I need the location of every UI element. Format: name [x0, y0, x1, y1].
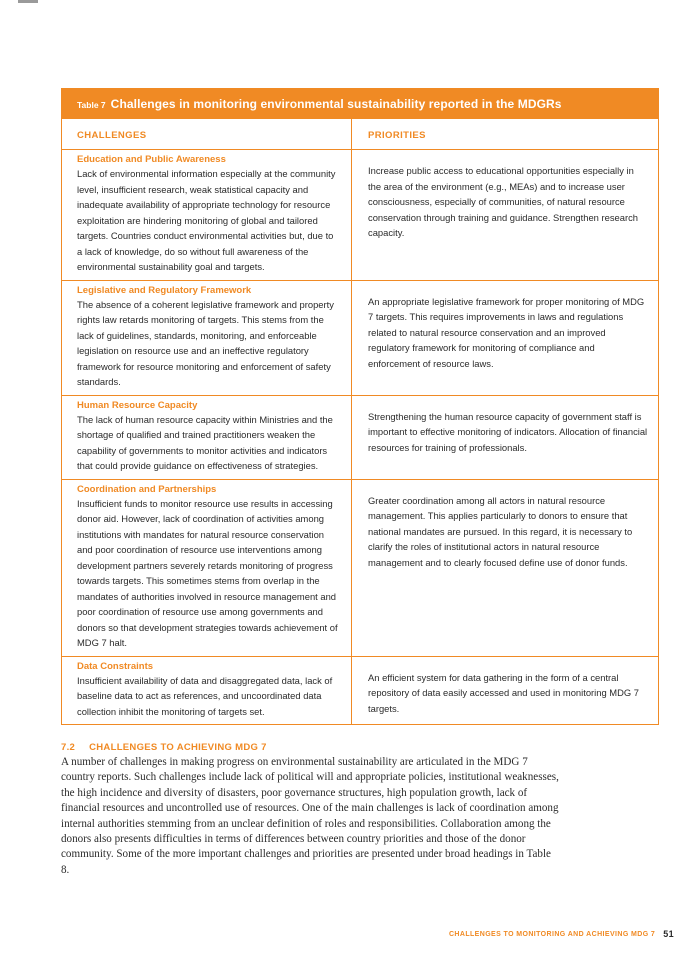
- table-row: [62, 149, 658, 280]
- challenge-text: Insufficient availability of data and disaggregated data, lack of baseline data to act as references, and uncoordinated data collection inhibit the monitoring of targets set.: [77, 674, 333, 717]
- category-heading: Data Constraints: [77, 660, 154, 672]
- priority-text: Greater coordination among all actors in natural resource management. This applies particularly to donors to ensure that national mandates are pursued. In this regard, it is necessary to clarify the roles of institutional actors in natural resource management and to clearly focused define use of donor funds.: [368, 494, 633, 568]
- section-heading: [61, 742, 267, 753]
- table-row: [62, 479, 658, 656]
- column-header-challenges: CHALLENGES: [62, 119, 352, 149]
- column-header-row: [62, 119, 658, 149]
- priority-text: Strengthening the human resource capacity of government staff is important to effective monitoring of indicators. Allocation of financial resources for training of professionals.: [368, 410, 648, 453]
- section-paragraph: A number of challenges in making progress on environmental sustainability are articulated in the MDG 7 country reports. Such challenges include lack of political will and appropriate policies, institutional weaknesses, the high incidence and diversity of disasters, poor governance structures, high population growth, lack of financial resources and uncontrolled use of resources. One of the main challenges is lack of coordination among internal authorities stemming from an unclear definition of roles and responsibilities. Collaboration among the donors also presents difficulties in terms of differences between country priorities and those of the donor community. Some of the more important challenges and priorities are presented under broad headings in Table 8.: [61, 756, 559, 876]
- corner-crop-mark: [18, 0, 38, 3]
- section-title: CHALLENGES TO ACHIEVING MDG 7: [89, 742, 267, 753]
- table-title-bar: [62, 89, 658, 119]
- column-header-priorities: PRIORITIES: [368, 130, 426, 141]
- challenge-text: The lack of human resource capacity within Ministries and the shortage of qualified and trained practitioners weaken the capability of governments to monitor activities and indicators that could provide guidance on effectiveness of strategies.: [77, 413, 333, 471]
- priority-text: An efficient system for data gathering in the form of a central repository of data easily accessed and used in monitoring MDG 7 targets.: [368, 671, 639, 714]
- challenge-text: Lack of environmental information especially at the community level, insufficient research, weak statistical capacity and inadequate availability of appropriate technology for resource exploitation are hindering monitoring of global and tailored targets. Countries conduct environmental activities but, due to a lack of knowledge, do so without full awareness of the environmental sustainability goal and targets.: [77, 168, 336, 272]
- table-row: [62, 656, 658, 725]
- category-heading: Human Resource Capacity: [77, 399, 198, 411]
- running-title: CHALLENGES TO MONITORING AND ACHIEVING MDG 7: [448, 930, 656, 938]
- table-row: [62, 280, 658, 395]
- challenge-cell: [62, 657, 352, 725]
- challenge-text: The absence of a coherent legislative framework and property rights law retards monitoring of targets. This stems from the lack of guidelines, standards, monitoring, and enforceable legislation on resource use and an ineffective regulatory framework for resource monitoring and enforcement of safety standards.: [77, 298, 334, 387]
- challenge-text: Insufficient funds to monitor resource use results in accessing donor aid. However, lack of coordination of activities among institutions with mandates for natural resource conservation and poor coordination of resource use interventions among development partners severely retards monitoring of progress towards targets. This sometimes stems from overlap in the mandates of authorities involved in resource management and poor coordination of resource use among governments and donors so that development strategies towards achievement of MDG 7 halt.: [77, 497, 338, 648]
- challenge-cell: [62, 281, 352, 395]
- section-number: 7.2: [61, 742, 76, 753]
- table-label: Table 7: [77, 100, 106, 110]
- category-heading: Education and Public Awareness: [77, 154, 226, 165]
- challenge-cell: [62, 480, 352, 656]
- priority-text: An appropriate legislative framework for proper monitoring of MDG 7 targets. This requires improvements in laws and regulations related to natural resource conservation and an improved regulatory framework for monitoring of compliance and enforcement of resource laws.: [368, 295, 645, 369]
- priority-cell: [352, 480, 658, 656]
- priority-cell: [352, 657, 658, 725]
- priority-cell: [352, 150, 658, 280]
- table-title: Challenges in monitoring environmental sustainability reported in the MDGRs: [110, 97, 562, 111]
- priority-cell: [352, 281, 658, 395]
- category-heading: Coordination and Partnerships: [77, 483, 217, 495]
- page-number: 51: [663, 929, 674, 939]
- priority-text: Increase public access to educational opportunities especially in the area of the environment (e.g., MEAs) and to increase user consciousness, especially of communities, of natural resource conservation through training and guidance. Strengthen research capacity.: [368, 165, 638, 238]
- category-heading: Legislative and Regulatory Framework: [77, 284, 252, 296]
- priority-cell: [352, 396, 658, 479]
- table-row: [62, 395, 658, 479]
- table-7: [61, 88, 659, 725]
- challenge-cell: [62, 396, 352, 479]
- page-footer: [449, 929, 674, 939]
- challenge-cell: [62, 150, 352, 280]
